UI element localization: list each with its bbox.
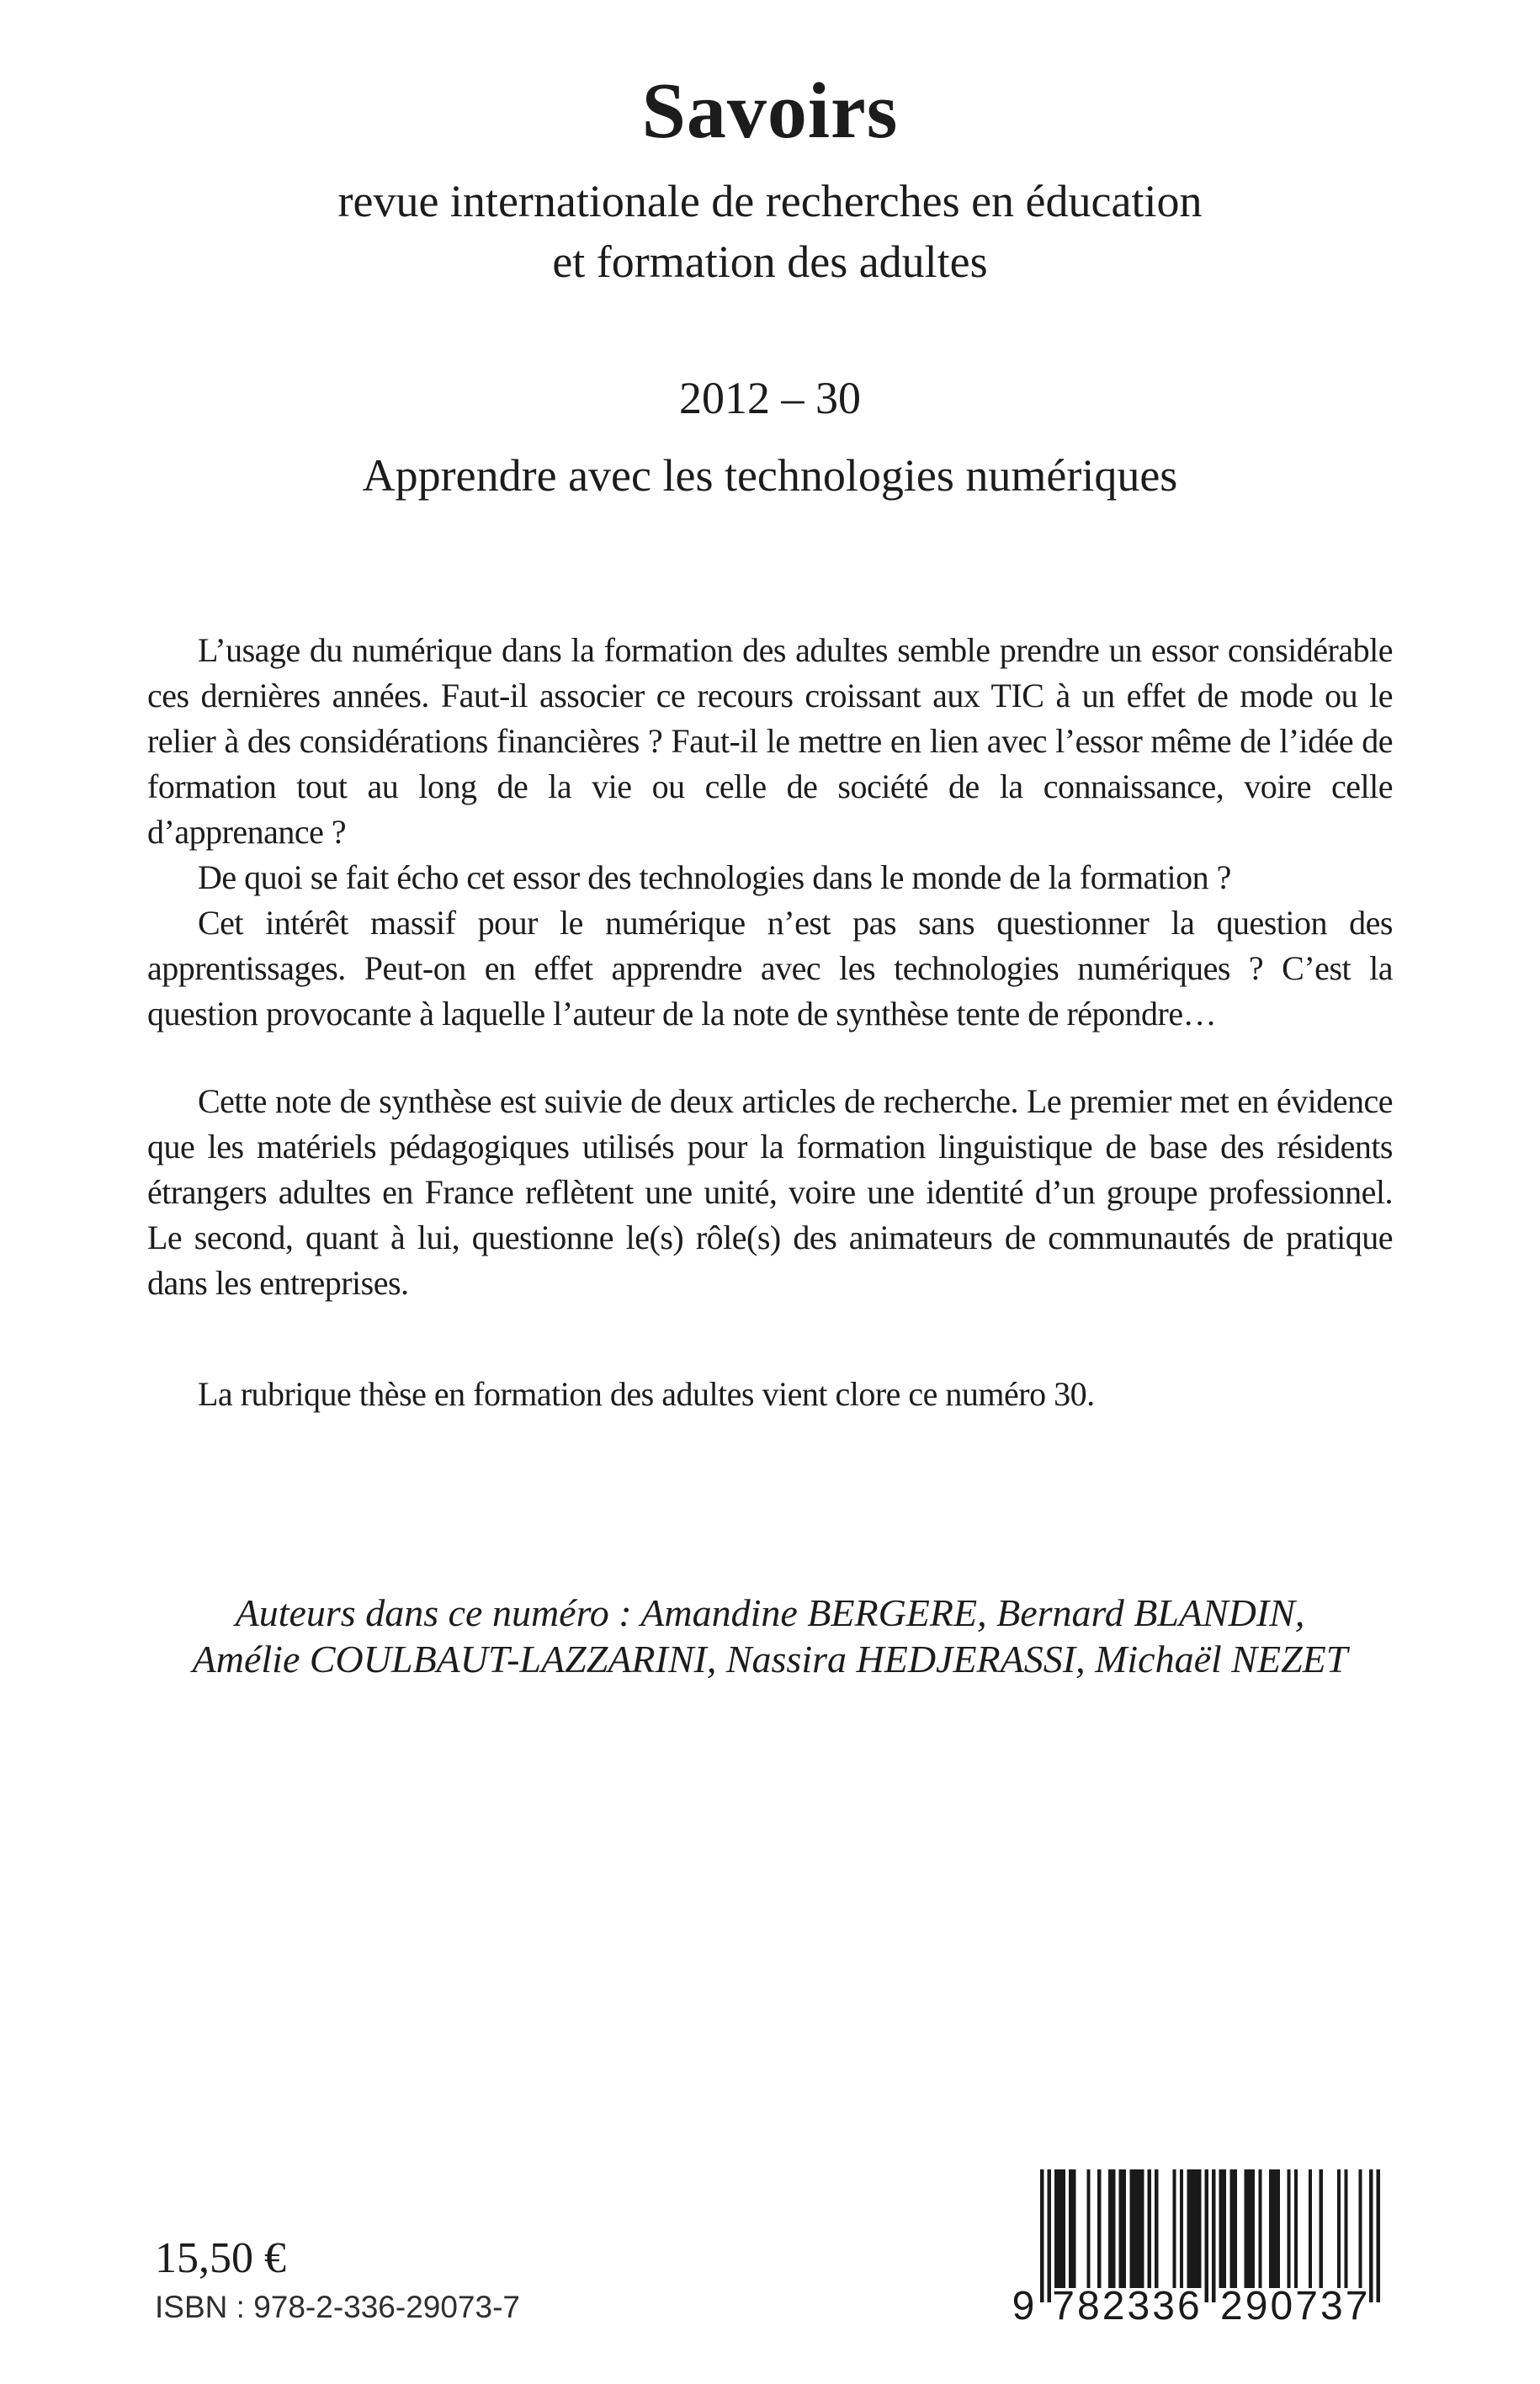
masthead xyxy=(0,67,1540,514)
ean13-barcode xyxy=(1001,2169,1405,2329)
back-cover-blurb xyxy=(147,628,1393,1417)
svg-text:6: 6 xyxy=(1177,2284,1200,2328)
blurb-paragraph: De quoi se fait écho cet essor des technologies dans le monde de la formation ? xyxy=(198,858,1231,896)
svg-text:9: 9 xyxy=(1245,2284,1268,2328)
blurb-paragraph: L’usage du numérique dans la formation des adultes semble prendre un essor considérable ces dernières années. Faut-il associer ce recours croissant aux TIC à un effet de mode ou le relier à des considérations financières ? Faut-il le mettre en lien avec l’essor même de l’idée de formation tout au long de la vie ou celle de société de la connaissance, voire celle d’apprenance ? xyxy=(147,631,1393,851)
issue-theme: Apprendre avec les technologies numériques xyxy=(362,450,1178,501)
svg-text:3: 3 xyxy=(1127,2284,1150,2328)
svg-text:3: 3 xyxy=(1320,2284,1343,2328)
issue-block xyxy=(0,359,1540,514)
text-line: et formation des adultes xyxy=(552,236,988,287)
svg-text:2: 2 xyxy=(1220,2284,1243,2328)
svg-text:0: 0 xyxy=(1270,2284,1293,2328)
svg-text:2: 2 xyxy=(1102,2284,1125,2328)
ean13-barcode-svg xyxy=(1001,2169,1405,2329)
text-line: revue internationale de recherches en éducation xyxy=(337,176,1203,226)
journal-subtitle xyxy=(0,171,1540,292)
svg-text:8: 8 xyxy=(1077,2284,1100,2328)
issue-number: 2012 – 30 xyxy=(679,373,861,423)
authors-list xyxy=(0,1590,1540,1682)
svg-text:3: 3 xyxy=(1152,2284,1175,2328)
blurb-paragraph: Cette note de synthèse est suivie de deux articles de recherche. Le premier met en évidence que les matériels pédagogiques utilisés pour la formation linguistique de base des résidents étrangers adultes en France reflètent une unité, voire une identité d’un groupe professionnel. Le second, quant à lui, questionne le(s) rôle(s) des animateurs de communautés de pratique dans les entreprises. xyxy=(147,1082,1393,1302)
blurb-paragraph: Cet intérêt massif pour le numérique n’est pas sans questionner la question des apprentissages. Peut-on en effet apprendre avec les technologies numériques ? C’est la question provocante à laquelle l’auteur de la note de synthèse tente de répondre… xyxy=(147,904,1393,1033)
svg-text:7: 7 xyxy=(1295,2284,1318,2328)
svg-text:7: 7 xyxy=(1345,2284,1368,2328)
blurb-paragraph: La rubrique thèse en formation des adultes vient clore ce numéro 30. xyxy=(198,1375,1095,1413)
journal-title: Savoirs xyxy=(641,67,899,155)
text-line: Amélie COULBAUT-LAZZARINI, Nassira HEDJERASSI, Michaël NEZET xyxy=(192,1638,1348,1680)
isbn-label: ISBN : 978-2-336-29073-7 xyxy=(155,2290,520,2324)
svg-text:7: 7 xyxy=(1052,2284,1075,2328)
svg-text:9: 9 xyxy=(1012,2284,1035,2328)
text-line: Auteurs dans ce numéro : Amandine BERGERE, Bernard BLANDIN, xyxy=(235,1591,1305,1634)
price-label: 15,50 € xyxy=(155,2234,286,2282)
